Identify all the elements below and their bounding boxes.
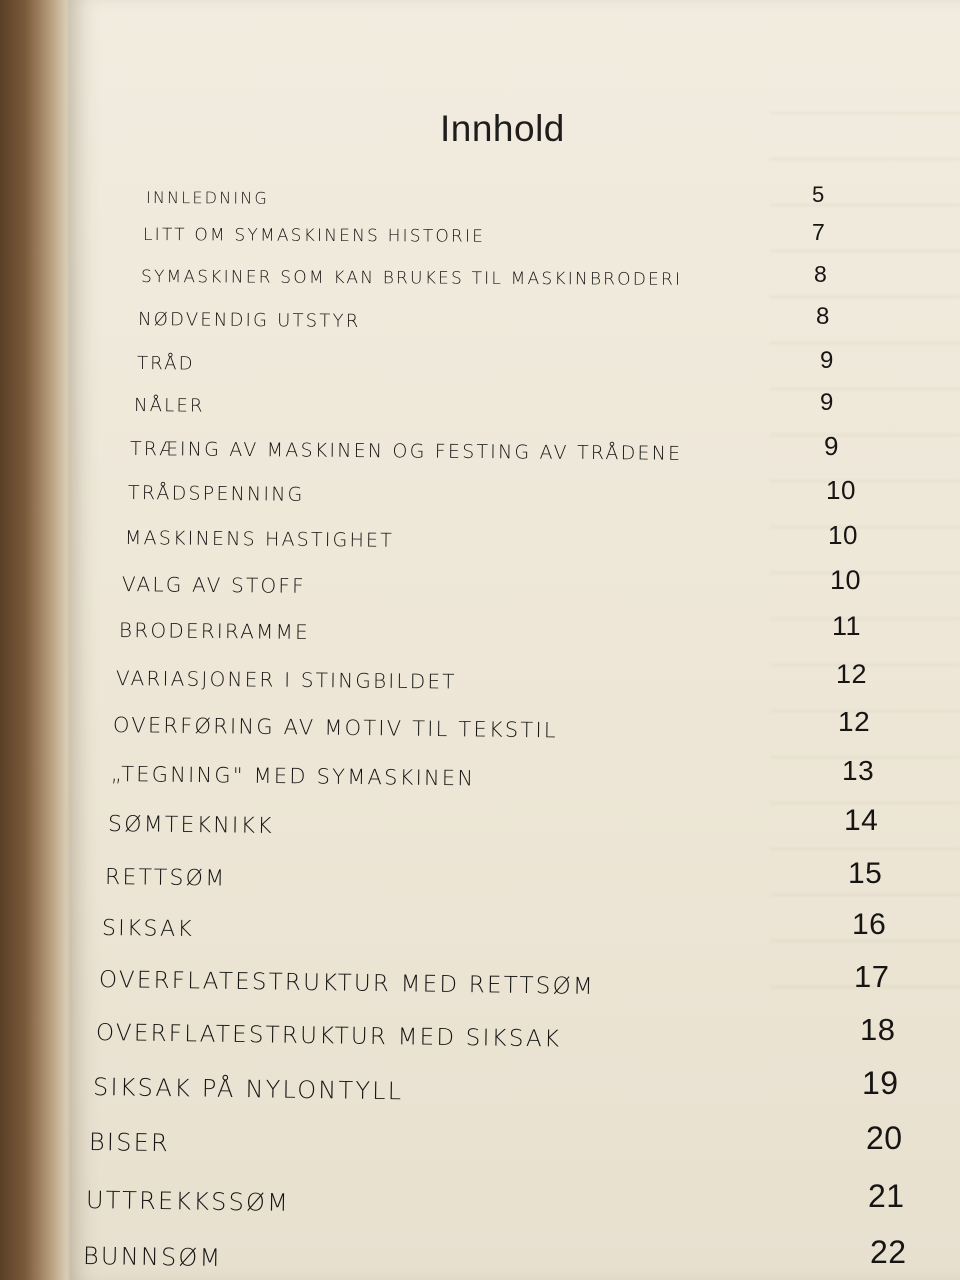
toc-entry-page: 22 — [870, 1233, 907, 1270]
toc-entry-label: BUNNSØM — [82, 1242, 223, 1272]
toc-entry-page: 5 — [812, 182, 825, 208]
toc-entry-page: 13 — [842, 754, 875, 786]
toc-entry-label: NØDVENDIG UTSTYR — [137, 309, 361, 332]
toc-entry-page: 17 — [854, 958, 890, 994]
toc-entry-label: LITT OM SYMASKINENS HISTORIE — [142, 225, 486, 247]
toc-entry-page: 12 — [836, 659, 868, 689]
page-title: Innhold — [440, 108, 565, 149]
toc-entry-page: 15 — [848, 857, 883, 891]
toc-entry-page: 10 — [826, 475, 856, 506]
toc-entry-label: MASKINENS HASTIGHET — [124, 527, 395, 552]
toc-entry-page: 11 — [832, 611, 862, 641]
toc-entry-page: 7 — [812, 219, 826, 246]
left-page-edge — [0, 0, 72, 1280]
toc-entry-page: 19 — [862, 1064, 899, 1101]
toc-entry-label: SYMASKINER SOM KAN BRUKES TIL MASKINBRODERI — [140, 267, 683, 290]
toc-entry-label: SØMTEKNIKK — [107, 812, 274, 840]
toc-entry-page: 8 — [816, 302, 830, 330]
toc-entry-label: UTTREKKSSØM — [85, 1186, 291, 1217]
toc-entry-page: 20 — [866, 1119, 903, 1156]
toc-entry-label: OVERFLATESTRUKTUR MED RETTSØM — [98, 967, 596, 1000]
toc-entry-label: OVERFØRING AV MOTIV TIL TEKSTIL — [112, 713, 558, 743]
toc-entry-label: VARIASJONER I STINGBILDET — [115, 666, 457, 694]
toc-entry-page: 14 — [844, 804, 879, 838]
toc-entry-page: 12 — [838, 705, 871, 737]
toc-entry-page: 9 — [820, 388, 834, 416]
show-through-text — [770, 90, 960, 990]
toc-entry-label: SIKSAK PÅ NYLONTYLL — [92, 1073, 404, 1106]
toc-entry-label: RETTSØM — [104, 865, 227, 892]
toc-entry-label: „TEGNING" MED SYMASKINEN — [110, 762, 476, 791]
toc-entry-label: OVERFLATESTRUKTUR MED SIKSAK — [95, 1020, 562, 1053]
toc-entry-label: TRÅDSPENNING — [127, 482, 305, 506]
toc-entry-label: BISER — [88, 1128, 171, 1158]
toc-entry-page: 10 — [828, 520, 858, 551]
toc-entry-page: 9 — [820, 346, 834, 374]
toc-entry-label: INNLEDNING — [145, 188, 270, 208]
toc-entry-label: SIKSAK — [101, 916, 195, 943]
toc-entry-label: TRÆING AV MASKINEN OG FESTING AV TRÅDENE — [129, 438, 683, 465]
toc-entry-page: 10 — [830, 565, 862, 595]
toc-entry-page: 9 — [824, 431, 839, 462]
toc-entry-page: 16 — [852, 908, 887, 942]
toc-entry-label: BRODERIRAMME — [118, 618, 311, 644]
toc-entry-page: 18 — [860, 1011, 896, 1047]
toc-entry-label: VALG AV STOFF — [121, 572, 306, 598]
toc-entry-page: 21 — [868, 1177, 905, 1214]
toc-entry-page: 8 — [814, 261, 828, 288]
toc-entry-label: NÅLER — [133, 395, 205, 417]
toc-entry-label: TRÅD — [136, 353, 195, 375]
